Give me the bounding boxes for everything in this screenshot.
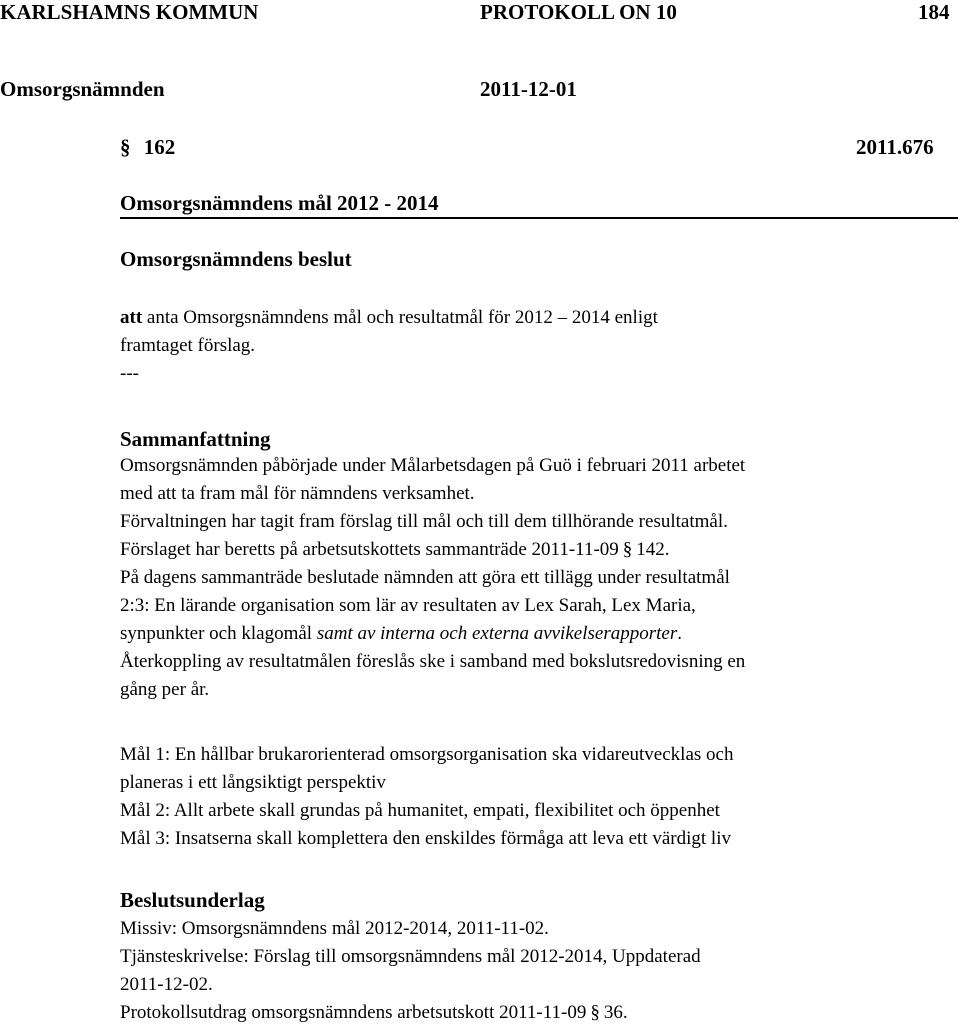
case-number: 2011.676 xyxy=(856,135,934,159)
decision-line-1-text: anta Omsorgsnämndens mål och resultatmål för 2012 – 2014 enligt xyxy=(142,307,658,328)
section-sign: § xyxy=(120,135,131,159)
summary-line-text: synpunkter och klagomål xyxy=(120,623,317,644)
goal-line: Mål 3: Insatserna skall komplettera den enskildes förmåga att leva ett värdigt liv xyxy=(120,828,731,849)
summary-line-end: . xyxy=(677,623,682,644)
separator: --- xyxy=(120,363,139,384)
decision-line-1 xyxy=(120,304,958,332)
summary-line: Återkoppling av resultatmålen föreslås ske i samband med bokslutsredovisning en xyxy=(120,651,746,672)
basis-line: 2011-12-02. xyxy=(120,974,213,995)
summary-line: På dagens sammanträde beslutade nämnden att göra ett tillägg under resultatmål xyxy=(120,567,730,588)
basis-line xyxy=(120,999,958,1027)
summary-line-ref: 142. xyxy=(636,539,670,560)
goal-line: Mål 2: Allt arbete skall grundas på humanitet, empati, flexibilitet och öppenhet xyxy=(120,800,720,821)
basis-heading: Beslutsunderlag xyxy=(120,888,265,912)
decision-text xyxy=(120,304,958,388)
case-title: Omsorgsnämndens mål 2012 - 2014 xyxy=(120,191,439,215)
basis-line: Missiv: Omsorgsnämndens mål 2012-2014, 2011-11-02. xyxy=(120,918,549,939)
summary-line: 2:3: En lärande organisation som lär av resultaten av Lex Sarah, Lex Maria, xyxy=(120,595,696,616)
summary-line: Omsorgsnämnden påbörjade under Målarbetsdagen på Guö i februari 2011 arbetet xyxy=(120,455,746,476)
case-title-row xyxy=(120,191,958,219)
summary-body xyxy=(120,452,958,704)
goal-line: planeras i ett långsiktigt perspektiv xyxy=(120,772,386,793)
meeting-date: 2011-12-01 xyxy=(480,77,577,101)
section-number-value: 162 xyxy=(143,135,176,159)
goal-line: Mål 1: En hållbar brukarorienterad omsorgsorganisation ska vidareutvecklas och xyxy=(120,744,734,765)
decision-heading: Omsorgsnämndens beslut xyxy=(120,247,352,271)
summary-line-text: Förslaget har beretts på arbetsutskottets sammanträde 2011-11-09 xyxy=(120,539,619,560)
summary-line: med att ta fram mål för nämndens verksamhet. xyxy=(120,483,475,504)
basis-line-text: Protokollsutdrag omsorgsnämndens arbetsutskott 2011-11-09 xyxy=(120,1002,587,1023)
basis-line-ref: 36. xyxy=(603,1002,628,1023)
committee-name: Omsorgsnämnden xyxy=(0,77,165,101)
basis-list xyxy=(120,915,958,1027)
section-sign: § xyxy=(590,1002,600,1023)
municipality-name: KARLSHAMNS KOMMUN xyxy=(0,0,259,24)
summary-line: gång per år. xyxy=(120,679,210,700)
summary-line: Förvaltningen har tagit fram förslag till mål och till dem tillhörande resultatmål. xyxy=(120,511,728,532)
summary-heading: Sammanfattning xyxy=(120,427,271,451)
section-number xyxy=(120,135,175,159)
section-sign: § xyxy=(622,539,633,560)
summary-line xyxy=(120,620,958,648)
goals-list xyxy=(120,741,958,853)
att-word: att xyxy=(120,307,143,328)
decision-line-2: framtaget förslag. xyxy=(120,335,256,356)
summary-line xyxy=(120,536,958,564)
page-number: 184 xyxy=(918,0,950,24)
basis-line: Tjänsteskrivelse: Förslag till omsorgsnämndens mål 2012-2014, Uppdaterad xyxy=(120,946,701,967)
summary-line-italic: samt av interna och externa avvikelserapporter xyxy=(316,623,678,644)
protocol-label: PROTOKOLL ON 10 xyxy=(480,0,677,24)
